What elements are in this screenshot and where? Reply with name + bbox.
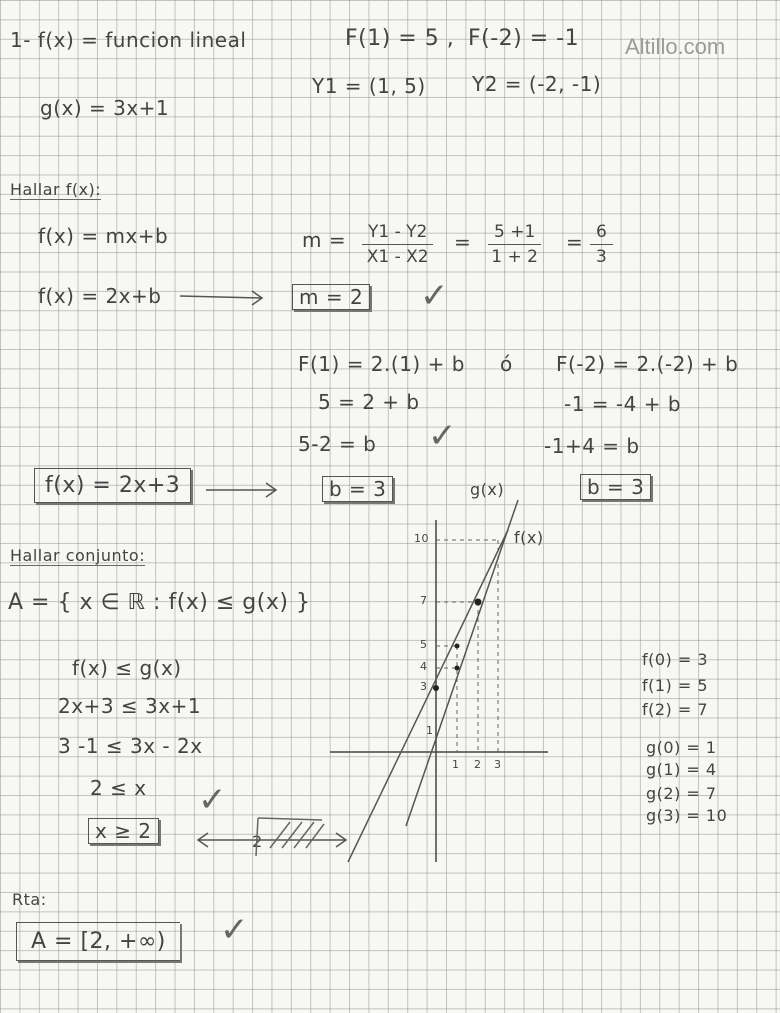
check-mark-3: ✓	[198, 780, 227, 820]
point-f1	[455, 644, 460, 649]
answer-box: A = [2, +∞)	[16, 922, 180, 961]
inequality-result: x ≥ 2	[88, 818, 159, 844]
condition-f1: F(1) = 5 ,	[345, 26, 455, 51]
point-g1	[455, 666, 460, 671]
slope-result: m = 2	[292, 284, 370, 310]
y-tick-4: 4	[420, 660, 428, 673]
x-tick-3: 3	[494, 758, 502, 771]
partial-function: f(x) = 2x+b	[38, 284, 162, 308]
y-tick-3: 3	[420, 680, 428, 693]
or-word: ó	[500, 352, 513, 376]
step3-title: Hallar conjunto:	[10, 546, 146, 565]
inequality-4: 2 ≤ x	[90, 776, 147, 800]
condition-f-2: F(-2) = -1	[468, 26, 580, 51]
eval-f-2: F(-2) = 2.(-2) + b	[556, 352, 739, 376]
b-result-2: b = 3	[580, 474, 651, 500]
table-g0: g(0) = 1	[646, 738, 717, 757]
g-line-label: g(x)	[470, 480, 505, 499]
inequality-3: 3 -1 ≤ 3x - 2x	[58, 734, 203, 758]
inequality-2: 2x+3 ≤ 3x+1	[58, 694, 202, 718]
arrow-to-b	[206, 483, 276, 497]
x-tick-2: 2	[474, 758, 482, 771]
y-tick-5: 5	[420, 638, 428, 651]
eval-f1-step2: 5 = 2 + b	[318, 390, 420, 414]
eval-f1-step3: 5-2 = b	[298, 432, 377, 456]
check-mark-4: ✓	[220, 910, 249, 950]
slope-numerator-3: 6	[590, 222, 613, 245]
slope-denominator-2: 1 + 2	[491, 247, 538, 267]
x-tick-1: 1	[452, 758, 460, 771]
y-tick-7: 7	[420, 594, 428, 607]
graph-axes	[330, 520, 548, 862]
y-tick-10: 10	[414, 532, 429, 545]
slope-denominator: X1 - X2	[366, 247, 429, 267]
table-f2: f(2) = 7	[642, 700, 709, 719]
slope-numerator: Y1 - Y2	[362, 222, 433, 245]
table-g3: g(3) = 10	[646, 806, 728, 825]
hatched-region	[256, 818, 324, 856]
eval-f-2-step3: -1+4 = b	[544, 434, 640, 458]
graph-guides	[436, 540, 498, 752]
intersection-point	[475, 599, 482, 606]
slope-lhs: m =	[302, 228, 347, 252]
answer-title: Rta:	[12, 890, 47, 909]
watermark: Altillo.com	[625, 34, 726, 59]
eval-f-2-step2: -1 = -4 + b	[564, 392, 682, 416]
final-function: f(x) = 2x+3	[34, 468, 191, 503]
g-definition: g(x) = 3x+1	[40, 96, 170, 120]
table-g2: g(2) = 7	[646, 784, 717, 803]
y-tick-1: 1	[426, 724, 434, 737]
arrow-to-m	[180, 291, 262, 305]
line-f	[348, 530, 508, 862]
slope-numerator-2: 5 +1	[488, 222, 541, 245]
problem-statement: 1- f(x) = funcion lineal	[10, 28, 247, 52]
inequality-1: f(x) ≤ g(x)	[72, 656, 182, 680]
point-f0	[433, 685, 439, 691]
f-line-label: f(x)	[514, 528, 544, 547]
point-y1: Y1 = (1, 5)	[312, 74, 426, 98]
table-f0: f(0) = 3	[642, 650, 709, 669]
linear-general-form: f(x) = mx+b	[38, 224, 169, 248]
slope-equals-1: =	[454, 230, 472, 254]
check-mark-1: ✓	[420, 276, 449, 316]
table-f1: f(1) = 5	[642, 676, 709, 695]
interval-start-label: 2	[252, 832, 263, 851]
slope-equals-2: =	[566, 230, 584, 254]
point-y2: Y2 = (-2, -1)	[472, 72, 602, 96]
check-mark-2: ✓	[428, 416, 457, 456]
eval-f1: F(1) = 2.(1) + b	[298, 352, 465, 376]
step1-title: Hallar f(x):	[10, 180, 102, 199]
b-result-1: b = 3	[322, 476, 393, 502]
set-definition: A = { x ∈ ℝ : f(x) ≤ g(x) }	[8, 590, 311, 615]
slope-denominator-3: 3	[596, 247, 607, 267]
table-g1: g(1) = 4	[646, 760, 717, 779]
